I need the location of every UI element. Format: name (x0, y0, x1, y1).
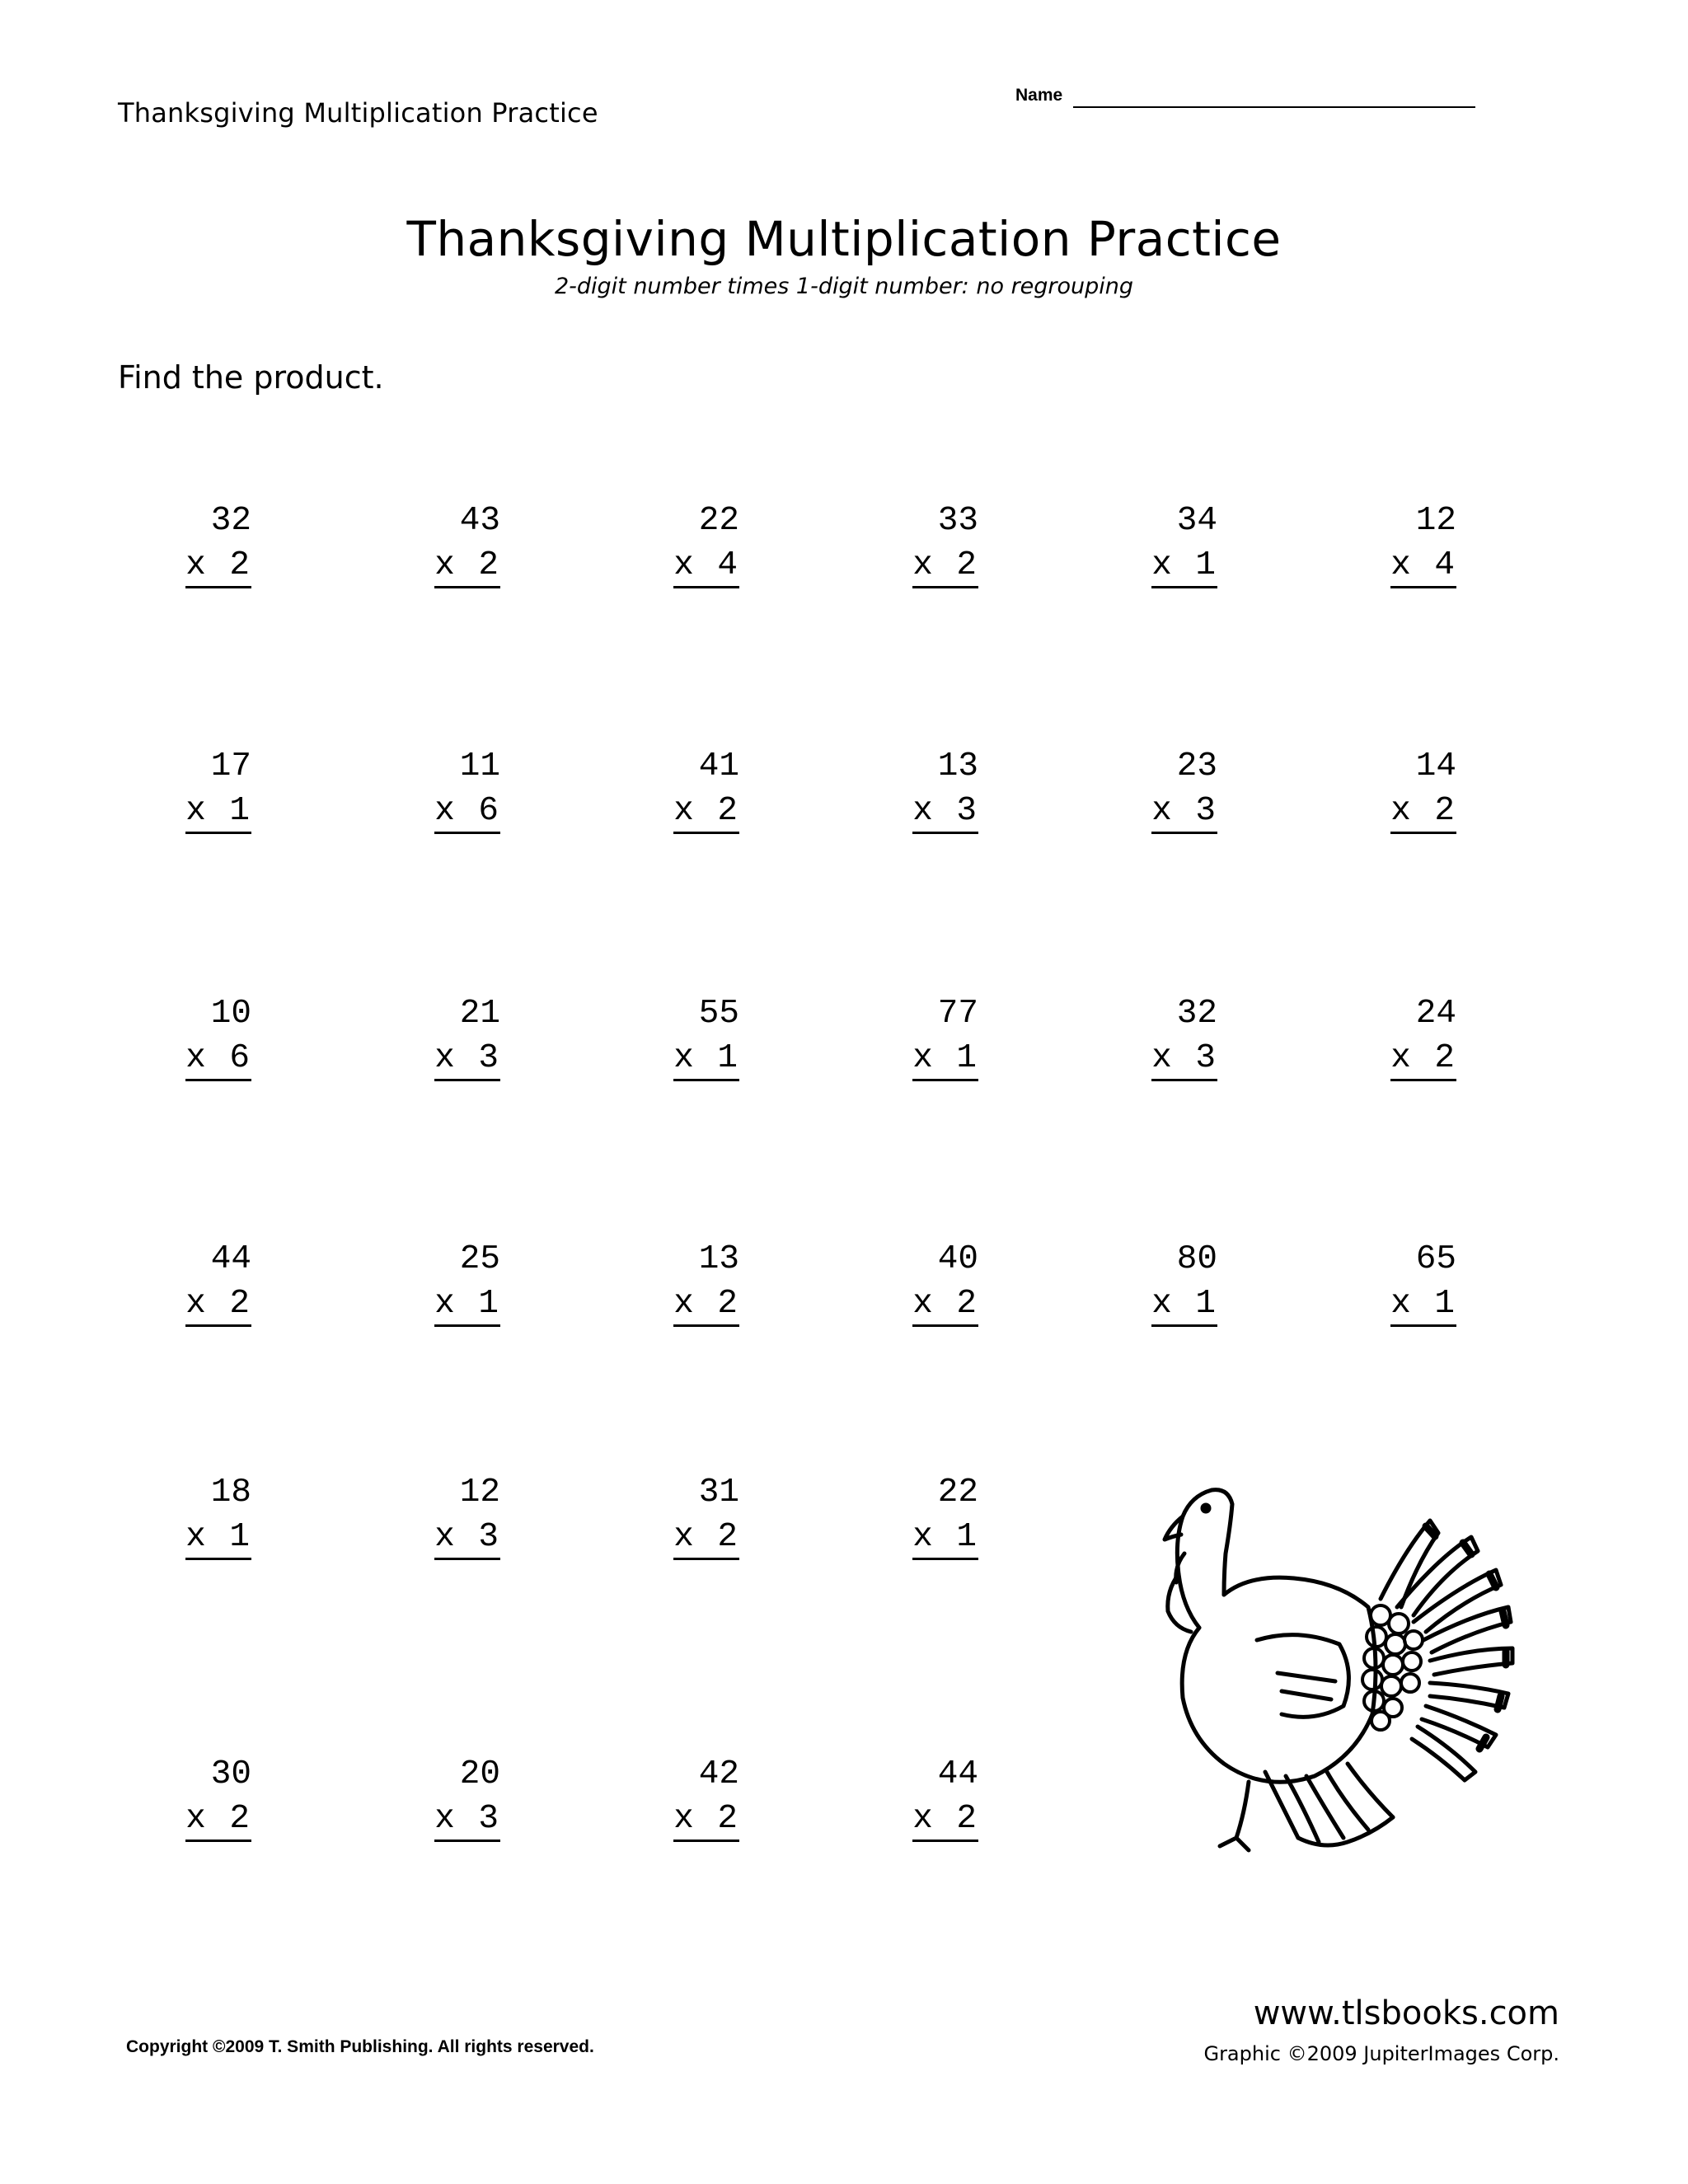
problem-multiplicand: 42 (698, 1755, 739, 1793)
name-label: Name (1015, 86, 1063, 105)
problem (161, 499, 251, 588)
problem-multiplier: x 3 (434, 1038, 500, 1081)
problem-multiplicand: 18 (210, 1474, 251, 1511)
problem (161, 991, 251, 1081)
problem-multiplier: x 3 (1151, 1038, 1217, 1081)
problem-multiplier: x 4 (1390, 545, 1456, 588)
problem-multiplier: x 6 (434, 790, 500, 834)
problem-multiplicand: 22 (937, 1474, 978, 1511)
problem-multiplicand: 43 (459, 502, 500, 540)
problem-multiplicand: 34 (1176, 502, 1217, 540)
problem-multiplier: x 1 (185, 1516, 251, 1560)
problem-multiplicand: 31 (698, 1474, 739, 1511)
problem (888, 1752, 978, 1842)
problem (410, 744, 500, 834)
problem-multiplier: x 4 (673, 545, 739, 588)
problem-multiplicand: 44 (210, 1240, 251, 1278)
problem-multiplier: x 2 (434, 545, 500, 588)
problem-multiplier: x 1 (1151, 1283, 1217, 1327)
problem-multiplier: x 1 (912, 1038, 978, 1081)
problem-multiplier: x 3 (912, 790, 978, 834)
problem-multiplier: x 1 (1151, 545, 1217, 588)
page-subtitle: 2-digit number times 1-digit number: no regrouping (554, 274, 1134, 299)
problem-multiplicand: 41 (698, 748, 739, 785)
problem-multiplicand: 23 (1176, 748, 1217, 785)
problem-multiplicand: 77 (937, 995, 978, 1033)
problem-multiplier: x 1 (434, 1283, 500, 1327)
problem-multiplicand: 21 (459, 995, 500, 1033)
problem-multiplier: x 2 (185, 1283, 251, 1327)
problem (649, 499, 739, 588)
turkey-icon (1133, 1475, 1525, 1863)
problem-multiplicand: 14 (1415, 748, 1456, 785)
problem (649, 1237, 739, 1327)
problem (888, 744, 978, 834)
problem-multiplier: x 1 (673, 1038, 739, 1081)
problem (1366, 991, 1456, 1081)
problem-multiplicand: 30 (210, 1755, 251, 1793)
problem-multiplicand: 12 (1415, 502, 1456, 540)
website-url: www.tlsbooks.com (1253, 1994, 1559, 2032)
problem-multiplier: x 3 (1151, 790, 1217, 834)
problem-multiplier: x 2 (912, 1798, 978, 1842)
instruction: Find the product. (118, 359, 384, 396)
problem-multiplicand: 80 (1176, 1240, 1217, 1278)
problem-multiplier: x 3 (434, 1516, 500, 1560)
name-underline (1073, 106, 1475, 108)
problem (888, 1470, 978, 1560)
problem (1127, 499, 1217, 588)
problem-multiplier: x 6 (185, 1038, 251, 1081)
problem-multiplicand: 40 (937, 1240, 978, 1278)
problem (410, 1237, 500, 1327)
problem-multiplicand: 20 (459, 1755, 500, 1793)
problem-multiplier: x 2 (673, 1516, 739, 1560)
problem (161, 1237, 251, 1327)
page-title: Thanksgiving Multiplication Practice (406, 211, 1282, 267)
problem-multiplier: x 1 (1390, 1283, 1456, 1327)
problem (649, 1752, 739, 1842)
problem (1366, 499, 1456, 588)
problem-multiplicand: 32 (210, 502, 251, 540)
problem-multiplicand: 55 (698, 995, 739, 1033)
problem (410, 991, 500, 1081)
problem-multiplier: x 3 (434, 1798, 500, 1842)
problem-multiplier: x 2 (912, 1283, 978, 1327)
problem-multiplicand: 17 (210, 748, 251, 785)
problem-multiplier: x 2 (185, 1798, 251, 1842)
problem-multiplier: x 2 (185, 545, 251, 588)
problem (410, 1470, 500, 1560)
problem (649, 991, 739, 1081)
problem (410, 1752, 500, 1842)
problem (161, 1752, 251, 1842)
problem-multiplier: x 2 (1390, 1038, 1456, 1081)
problem-multiplicand: 32 (1176, 995, 1217, 1033)
problem (1127, 991, 1217, 1081)
running-title: Thanksgiving Multiplication Practice (118, 97, 598, 129)
problem (649, 744, 739, 834)
problem-multiplier: x 2 (673, 790, 739, 834)
problem (649, 1470, 739, 1560)
graphic-credit: Graphic ©2009 JupiterImages Corp. (1203, 2042, 1559, 2065)
problem (1366, 744, 1456, 834)
problem-multiplicand: 10 (210, 995, 251, 1033)
problem-multiplicand: 33 (937, 502, 978, 540)
problem (161, 1470, 251, 1560)
problem (1366, 1237, 1456, 1327)
problem-multiplicand: 24 (1415, 995, 1456, 1033)
copyright-notice: Copyright ©2009 T. Smith Publishing. All rights reserved. (126, 2037, 594, 2056)
problem (1127, 1237, 1217, 1327)
problem (888, 499, 978, 588)
problem-multiplicand: 12 (459, 1474, 500, 1511)
problem-multiplier: x 2 (673, 1798, 739, 1842)
problem-multiplier: x 2 (912, 545, 978, 588)
problem-multiplicand: 11 (459, 748, 500, 785)
problem-multiplicand: 22 (698, 502, 739, 540)
problem-multiplicand: 25 (459, 1240, 500, 1278)
problem-multiplier: x 1 (912, 1516, 978, 1560)
problem-multiplicand: 13 (937, 748, 978, 785)
problem (161, 744, 251, 834)
problem (410, 499, 500, 588)
problem (888, 1237, 978, 1327)
problem-multiplicand: 13 (698, 1240, 739, 1278)
name-field[interactable] (1015, 86, 1477, 112)
problem (888, 991, 978, 1081)
problem-multiplicand: 65 (1415, 1240, 1456, 1278)
problem (1127, 744, 1217, 834)
problem-multiplicand: 44 (937, 1755, 978, 1793)
problem-multiplier: x 2 (1390, 790, 1456, 834)
problem-multiplier: x 2 (673, 1283, 739, 1327)
problem-multiplier: x 1 (185, 790, 251, 834)
